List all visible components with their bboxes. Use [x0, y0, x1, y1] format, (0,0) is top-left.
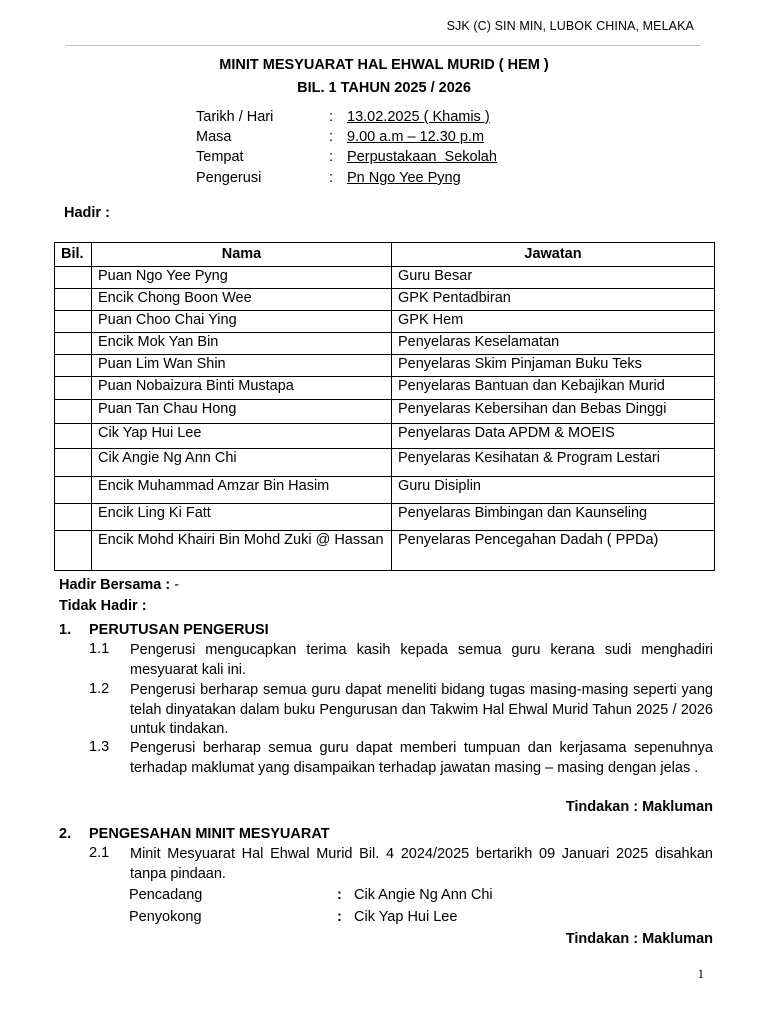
- table-row: [55, 477, 715, 504]
- meta-value: 9.00 a.m – 12.30 p.m: [347, 129, 485, 145]
- cell-jawatan: Guru Disiplin: [392, 477, 715, 504]
- section-2-number: 2.: [59, 826, 72, 842]
- table-row: [55, 400, 715, 424]
- cell-jawatan: Penyelaras Kebersihan dan Bebas Dinggi: [392, 400, 715, 424]
- cell-nama: Encik Mohd Khairi Bin Mohd Zuki @ Hassan: [92, 531, 392, 571]
- item-number: 1.3: [89, 739, 110, 755]
- attendance-table: [54, 242, 715, 571]
- header-rule: [66, 45, 700, 46]
- meta-value: 13.02.2025 ( Khamis ): [347, 109, 490, 125]
- item-number: 1.1: [89, 641, 110, 657]
- hadir-label: Hadir :: [64, 205, 110, 221]
- item-number: 1.2: [89, 681, 110, 697]
- cell-jawatan: GPK Hem: [392, 311, 715, 333]
- meta-value: Perpustakaan Sekolah: [347, 149, 497, 165]
- cell-nama: Puan Lim Wan Shin: [92, 355, 392, 377]
- tidak-hadir-label: Tidak Hadir :: [59, 598, 147, 614]
- document-title: MINIT MESYUARAT HAL EHWAL MURID ( HEM ): [219, 57, 549, 73]
- cell-nama: Cik Yap Hui Lee: [92, 424, 392, 449]
- tindakan-label: Tindakan : Makluman: [565, 931, 713, 947]
- meta-colon: :: [329, 149, 334, 165]
- cell-bil: [55, 400, 92, 424]
- section-2-title: PENGESAHAN MINIT MESYUARAT: [89, 826, 330, 842]
- cell-jawatan: Penyelaras Bantuan dan Kebajikan Murid: [392, 377, 715, 400]
- cell-jawatan: Penyelaras Pencegahan Dadah ( PPDa): [392, 531, 715, 571]
- cell-nama: Puan Ngo Yee Pyng: [92, 267, 392, 289]
- page-header-school: SJK (C) SIN MIN, LUBOK CHINA, MELAKA: [446, 19, 694, 33]
- cell-bil: [55, 531, 92, 571]
- document-subtitle: BIL. 1 TAHUN 2025 / 2026: [297, 80, 471, 96]
- meta-label: Tempat: [196, 149, 244, 165]
- cell-jawatan: GPK Pentadbiran: [392, 289, 715, 311]
- table-row: [55, 449, 715, 477]
- cell-bil: [55, 355, 92, 377]
- cell-nama: Puan Nobaizura Binti Mustapa: [92, 377, 392, 400]
- cell-jawatan: Penyelaras Data APDM & MOEIS: [392, 424, 715, 449]
- pencadang-value: Cik Angie Ng Ann Chi: [354, 887, 493, 903]
- cell-nama: Encik Ling Ki Fatt: [92, 504, 392, 531]
- table-row: [55, 531, 715, 571]
- section-1-title: PERUTUSAN PENGERUSI: [89, 622, 269, 638]
- cell-nama: Encik Muhammad Amzar Bin Hasim: [92, 477, 392, 504]
- hadir-bersama: [59, 577, 179, 593]
- meta-value: Pn Ngo Yee Pyng: [347, 170, 461, 186]
- cell-bil: [55, 267, 92, 289]
- cell-nama: Encik Chong Boon Wee: [92, 289, 392, 311]
- cell-jawatan: Penyelaras Kesihatan & Program Lestari: [392, 449, 715, 477]
- table-row: [55, 377, 715, 400]
- cell-jawatan: Guru Besar: [392, 267, 715, 289]
- cell-bil: [55, 289, 92, 311]
- hadir-bersama-label: Hadir Bersama :: [59, 577, 171, 593]
- table-header-row: [55, 243, 715, 267]
- meta-colon: :: [329, 129, 334, 145]
- cell-jawatan: Penyelaras Skim Pinjaman Buku Teks: [392, 355, 715, 377]
- item-text: Pengerusi berharap semua guru dapat meneliti bidang tugas masing-masing seperti yang telah dinyatakan dalam buku Pengurusan dan Takwim Hal Ehwal Murid Tahun 2025 / 2026 untuk tindakan.: [130, 682, 713, 737]
- item-number: 2.1: [89, 845, 110, 861]
- penyokong-row: [129, 909, 629, 929]
- hadir-bersama-value: -: [170, 577, 180, 593]
- meta-label: Tarikh / Hari: [196, 109, 274, 125]
- cell-bil: [55, 333, 92, 355]
- cell-jawatan: Penyelaras Bimbingan dan Kaunseling: [392, 504, 715, 531]
- cell-bil: [55, 311, 92, 333]
- table-row: [55, 311, 715, 333]
- column-header-bil: Bil.: [55, 243, 92, 267]
- item-text: Minit Mesyuarat Hal Ehwal Murid Bil. 4 2024/2025 bertarikh 09 Januari 2025 disahkan tanpa pindaan.: [130, 846, 713, 882]
- pencadang-row: [129, 887, 629, 907]
- item-text: Pengerusi mengucapkan terima kasih kepada semua guru kerana sudi menghadiri mesyuarat kali ini.: [130, 642, 713, 678]
- table-row: [55, 424, 715, 449]
- pencadang-colon: :: [337, 887, 342, 903]
- table-row: [55, 267, 715, 289]
- tindakan-label: Tindakan : Makluman: [565, 799, 713, 815]
- meta-colon: :: [329, 170, 334, 186]
- item-text: Pengerusi berharap semua guru dapat memberi tumpuan dan kerjasama sepenuhnya terhadap maklumat yang disampaikan terhadap jawatan masing – masing dengan jelas .: [130, 740, 713, 776]
- cell-bil: [55, 424, 92, 449]
- column-header-nama: Nama: [92, 243, 392, 267]
- cell-nama: Puan Tan Chau Hong: [92, 400, 392, 424]
- cell-bil: [55, 377, 92, 400]
- meta-colon: :: [329, 109, 334, 125]
- pencadang-label: Pencadang: [129, 887, 203, 903]
- column-header-jawatan: Jawatan: [392, 243, 715, 267]
- cell-nama: Cik Angie Ng Ann Chi: [92, 449, 392, 477]
- table-row: [55, 504, 715, 531]
- cell-bil: [55, 504, 92, 531]
- cell-bil: [55, 449, 92, 477]
- cell-bil: [55, 477, 92, 504]
- penyokong-colon: :: [337, 909, 342, 925]
- table-row: [55, 355, 715, 377]
- table-row: [55, 333, 715, 355]
- penyokong-value: Cik Yap Hui Lee: [354, 909, 458, 925]
- cell-nama: Encik Mok Yan Bin: [92, 333, 392, 355]
- meta-label: Pengerusi: [196, 170, 262, 186]
- meta-label: Masa: [196, 129, 232, 145]
- table-row: [55, 289, 715, 311]
- page-number: 1: [697, 967, 704, 981]
- cell-nama: Puan Choo Chai Ying: [92, 311, 392, 333]
- cell-jawatan: Penyelaras Keselamatan: [392, 333, 715, 355]
- penyokong-label: Penyokong: [129, 909, 202, 925]
- section-1-number: 1.: [59, 622, 72, 638]
